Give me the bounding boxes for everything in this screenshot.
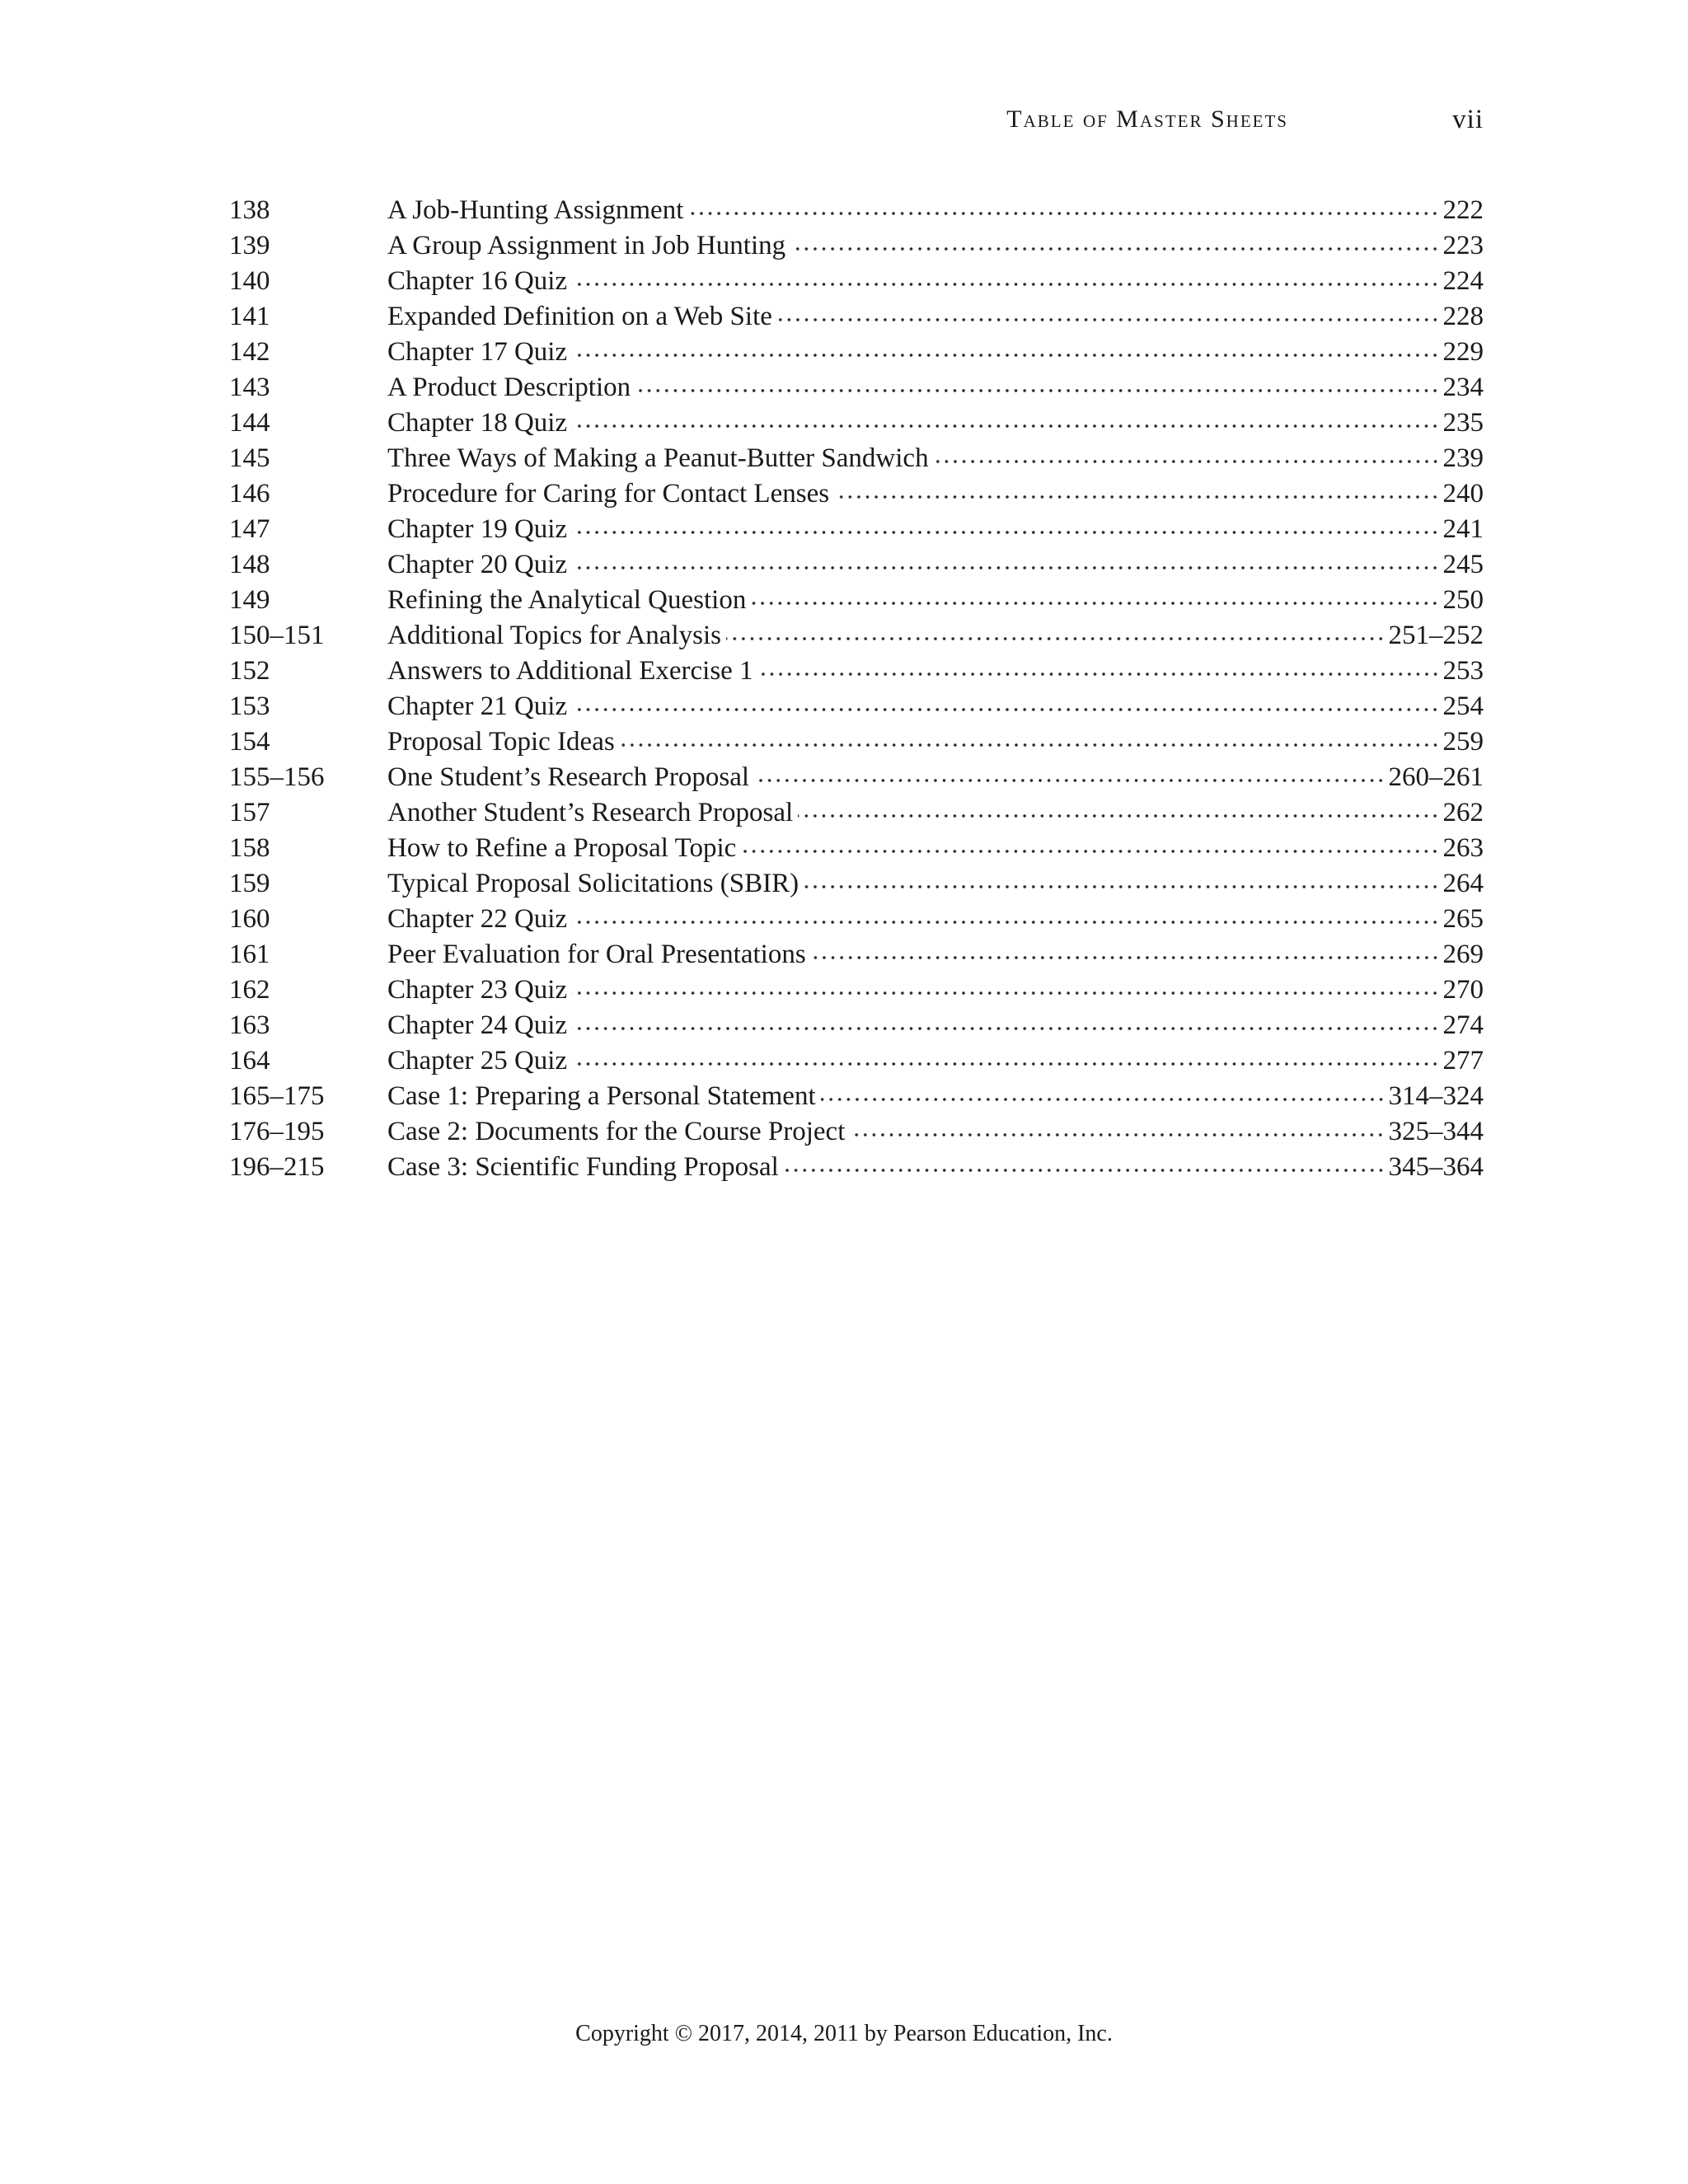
page-reference: 224: [1442, 266, 1484, 296]
page-reference: 265: [1442, 904, 1484, 934]
sheet-number: 141: [229, 302, 270, 331]
dot-leader: [834, 492, 1439, 502]
sheet-title: A Job-Hunting Assignment: [387, 195, 684, 225]
dot-leader: [572, 1024, 1439, 1033]
sheet-title: Additional Topics for Analysis: [387, 621, 721, 650]
dot-leader: [784, 1165, 1386, 1175]
toc-row: [229, 902, 1484, 937]
sheet-number: 155–156: [229, 762, 325, 792]
sheet-number: 150–151: [229, 621, 325, 650]
page-reference: 277: [1442, 1046, 1484, 1076]
dot-leader: [572, 988, 1439, 998]
toc-entry: [387, 1008, 1484, 1043]
sheet-number: 148: [229, 550, 270, 579]
dot-leader: [758, 669, 1440, 679]
sheet-number: 160: [229, 904, 270, 934]
sheet-title: Chapter 17 Quiz: [387, 337, 568, 367]
page-reference: 228: [1442, 302, 1484, 331]
page-reference: 254: [1442, 691, 1484, 721]
toc-row: [229, 972, 1484, 1008]
page-reference: 223: [1442, 231, 1484, 260]
sheet-number: 154: [229, 727, 270, 757]
toc-row: [229, 795, 1484, 831]
sheet-number: 144: [229, 408, 270, 438]
page-reference: 229: [1442, 337, 1484, 367]
page-reference: 245: [1442, 550, 1484, 579]
sheet-number: 147: [229, 514, 270, 544]
page-reference: 274: [1442, 1010, 1484, 1040]
sheet-title: A Product Description: [387, 373, 631, 402]
toc-row: [229, 1114, 1484, 1150]
page-reference: 239: [1442, 443, 1484, 473]
table-of-master-sheets: [229, 193, 1484, 1185]
toc-entry: [387, 1114, 1484, 1150]
sheet-number: 143: [229, 373, 270, 402]
toc-row: [229, 654, 1484, 689]
toc-entry: [387, 228, 1484, 264]
sheet-title: Chapter 21 Quiz: [387, 691, 568, 721]
toc-entry: [387, 972, 1484, 1008]
toc-entry: [387, 1079, 1484, 1114]
toc-row: [229, 689, 1484, 724]
sheet-number: 153: [229, 691, 270, 721]
sheet-title: Chapter 16 Quiz: [387, 266, 568, 296]
toc-row: [229, 866, 1484, 902]
sheet-title: Chapter 25 Quiz: [387, 1046, 568, 1076]
toc-entry: [387, 583, 1484, 618]
sheet-number: 149: [229, 585, 270, 615]
dot-leader: [572, 705, 1439, 715]
sheet-title: Procedure for Caring for Contact Lenses: [387, 479, 830, 509]
page-reference: 241: [1442, 514, 1484, 544]
dot-leader: [798, 811, 1439, 821]
dot-leader: [635, 386, 1439, 396]
sheet-number: 138: [229, 195, 270, 225]
dot-leader: [811, 953, 1440, 963]
page-reference: 250: [1442, 585, 1484, 615]
page-reference: 262: [1442, 798, 1484, 827]
toc-entry: [387, 866, 1484, 902]
running-title: Table of Master Sheets: [1006, 105, 1288, 133]
sheet-number: 162: [229, 975, 270, 1005]
toc-entry: [387, 476, 1484, 512]
sheet-title: Chapter 23 Quiz: [387, 975, 568, 1005]
page-reference: 345–364: [1388, 1152, 1484, 1182]
sheet-title: How to Refine a Proposal Topic: [387, 833, 737, 863]
sheet-title: Chapter 19 Quiz: [387, 514, 568, 544]
sheet-title: Refining the Analytical Question: [387, 585, 747, 615]
sheet-number: 145: [229, 443, 270, 473]
sheet-title: Answers to Additional Exercise 1: [387, 656, 753, 686]
dot-leader: [777, 315, 1440, 325]
sheet-number: 146: [229, 479, 270, 509]
sheet-title: Case 3: Scientific Funding Proposal: [387, 1152, 779, 1182]
toc-entry: [387, 547, 1484, 583]
sheet-title: Peer Evaluation for Oral Presentations: [387, 940, 806, 969]
page-reference: 253: [1442, 656, 1484, 686]
sheet-title: Three Ways of Making a Peanut-Butter Sandwich: [387, 443, 929, 473]
toc-entry: [387, 831, 1484, 866]
sheet-title: One Student’s Research Proposal: [387, 762, 750, 792]
dot-leader: [850, 1130, 1385, 1140]
toc-entry: [387, 405, 1484, 441]
dot-leader: [751, 598, 1439, 608]
sheet-number: 140: [229, 266, 270, 296]
dot-leader: [572, 350, 1439, 360]
sheet-number: 158: [229, 833, 270, 863]
sheet-title: Chapter 20 Quiz: [387, 550, 568, 579]
sheet-number: 139: [229, 231, 270, 260]
toc-entry: [387, 937, 1484, 972]
sheet-number: 152: [229, 656, 270, 686]
page-reference: 314–324: [1388, 1081, 1484, 1111]
dot-leader: [726, 634, 1386, 644]
toc-row: [229, 831, 1484, 866]
toc-row: [229, 370, 1484, 405]
page-reference: 222: [1442, 195, 1484, 225]
page-reference: 234: [1442, 373, 1484, 402]
sheet-title: Proposal Topic Ideas: [387, 727, 615, 757]
dot-leader: [790, 244, 1439, 254]
page-reference: 264: [1442, 869, 1484, 898]
toc-entry: [387, 264, 1484, 299]
sheet-number: 164: [229, 1046, 270, 1076]
page-reference: 251–252: [1388, 621, 1484, 650]
dot-leader: [572, 563, 1439, 573]
toc-entry: [387, 760, 1484, 795]
toc-row: [229, 618, 1484, 654]
toc-row: [229, 760, 1484, 795]
toc-entry: [387, 724, 1484, 760]
dot-leader: [572, 917, 1439, 927]
sheet-title: Typical Proposal Solicitations (SBIR): [387, 869, 799, 898]
toc-entry: [387, 441, 1484, 476]
sheet-title: Case 2: Documents for the Course Project: [387, 1117, 846, 1146]
sheet-number: 196–215: [229, 1152, 325, 1182]
page-reference: 270: [1442, 975, 1484, 1005]
toc-row: [229, 193, 1484, 228]
toc-entry: [387, 902, 1484, 937]
sheet-title: Case 1: Preparing a Personal Statement: [387, 1081, 816, 1111]
sheet-number: 142: [229, 337, 270, 367]
toc-entry: [387, 795, 1484, 831]
sheet-title: Chapter 22 Quiz: [387, 904, 568, 934]
dot-leader: [572, 421, 1439, 431]
toc-entry: [387, 689, 1484, 724]
sheet-number: 176–195: [229, 1117, 325, 1146]
toc-entry: [387, 1043, 1484, 1079]
copyright-footer: Copyright © 2017, 2014, 2011 by Pearson Education, Inc.: [575, 2021, 1113, 2046]
dot-leader: [804, 882, 1439, 892]
toc-row: [229, 547, 1484, 583]
dot-leader: [572, 1059, 1439, 1069]
sheet-number: 157: [229, 798, 270, 827]
sheet-number: 165–175: [229, 1081, 325, 1111]
toc-row: [229, 583, 1484, 618]
page-reference: 235: [1442, 408, 1484, 438]
page-reference: 240: [1442, 479, 1484, 509]
toc-row: [229, 1079, 1484, 1114]
toc-entry: [387, 654, 1484, 689]
dot-leader: [688, 209, 1439, 218]
dot-leader: [572, 279, 1439, 289]
toc-row: [229, 299, 1484, 335]
page-number: vii: [1452, 105, 1484, 134]
page-reference: 260–261: [1388, 762, 1484, 792]
toc-row: [229, 264, 1484, 299]
sheet-title: Chapter 24 Quiz: [387, 1010, 568, 1040]
toc-entry: [387, 370, 1484, 405]
page-reference: 269: [1442, 940, 1484, 969]
running-head: [0, 101, 1688, 143]
toc-row: [229, 335, 1484, 370]
toc-row: [229, 724, 1484, 760]
toc-entry: [387, 1150, 1484, 1185]
dot-leader: [620, 740, 1440, 750]
toc-row: [229, 1150, 1484, 1185]
toc-row: [229, 512, 1484, 547]
sheet-title: Expanded Definition on a Web Site: [387, 302, 772, 331]
dot-leader: [741, 846, 1439, 856]
page-reference: 263: [1442, 833, 1484, 863]
toc-entry: [387, 193, 1484, 228]
sheet-title: Another Student’s Research Proposal: [387, 798, 794, 827]
dot-leader: [572, 527, 1439, 537]
toc-row: [229, 1008, 1484, 1043]
page-reference: 259: [1442, 727, 1484, 757]
sheet-title: Chapter 18 Quiz: [387, 408, 568, 438]
toc-row: [229, 228, 1484, 264]
dot-leader: [821, 1094, 1386, 1104]
toc-row: [229, 405, 1484, 441]
toc-entry: [387, 512, 1484, 547]
toc-entry: [387, 335, 1484, 370]
toc-row: [229, 937, 1484, 972]
toc-entry: [387, 618, 1484, 654]
toc-entry: [387, 299, 1484, 335]
sheet-number: 161: [229, 940, 270, 969]
sheet-number: 159: [229, 869, 270, 898]
toc-row: [229, 476, 1484, 512]
toc-row: [229, 1043, 1484, 1079]
page-reference: 325–344: [1388, 1117, 1484, 1146]
sheet-number: 163: [229, 1010, 270, 1040]
dot-leader: [754, 776, 1385, 785]
sheet-title: A Group Assignment in Job Hunting: [387, 231, 786, 260]
dot-leader: [934, 457, 1440, 466]
toc-row: [229, 441, 1484, 476]
